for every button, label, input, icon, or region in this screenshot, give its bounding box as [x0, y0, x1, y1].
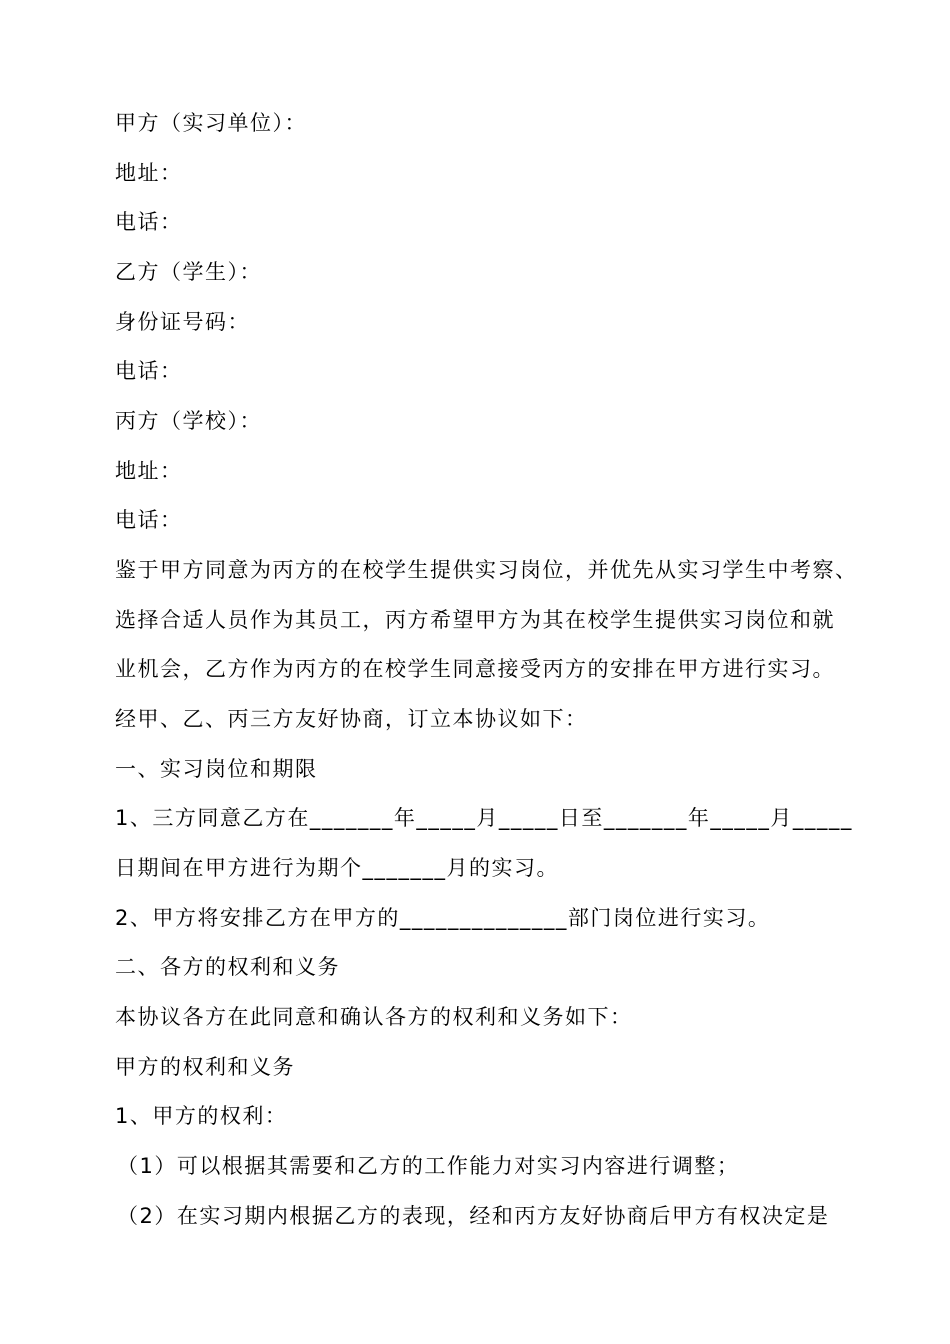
- party-a-right-1: （1）可以根据其需要和乙方的工作能力对实习内容进行调整；: [117, 1154, 740, 1178]
- clause-1-line-2: 日期间在甲方进行为期个_______月的实习。: [115, 856, 559, 880]
- section-heading-1: 一、实习岗位和期限: [115, 757, 318, 781]
- section-heading-2: 二、各方的权利和义务: [115, 955, 340, 979]
- party-c-address-label: 地址：: [115, 459, 183, 483]
- party-a-address-label: 地址：: [115, 161, 183, 185]
- preamble-line-2: 选择合适人员作为其员工，丙方希望甲方为其在校学生提供实习岗位和就: [115, 608, 835, 632]
- party-c-phone-label: 电话：: [115, 508, 183, 532]
- clause-1-line-1: 1、三方同意乙方在_______年_____月_____日至_______年_____月_____: [115, 806, 853, 830]
- party-a-right-2: （2）在实习期内根据乙方的表现，经和丙方友好协商后甲方有权决定是: [117, 1204, 830, 1228]
- section-2-intro: 本协议各方在此同意和确认各方的权利和义务如下：: [115, 1005, 633, 1029]
- party-a-label: 甲方（实习单位）：: [115, 111, 307, 135]
- party-b-phone-label: 电话：: [115, 359, 183, 383]
- party-b-label: 乙方（学生）：: [115, 260, 262, 284]
- party-c-label: 丙方（学校）：: [115, 409, 262, 433]
- party-b-id-label: 身份证号码：: [115, 310, 250, 334]
- party-a-rights-subheading: 1、甲方的权利：: [115, 1104, 288, 1128]
- clause-2: 2、甲方将安排乙方在甲方的______________部门岗位进行实习。: [115, 906, 771, 930]
- agreement-intro: 经甲、乙、丙三方友好协商，订立本协议如下：: [115, 707, 588, 731]
- preamble-line-3: 业机会，乙方作为丙方的在校学生同意接受丙方的安排在甲方进行实习。: [115, 657, 835, 681]
- preamble-line-1: 鉴于甲方同意为丙方的在校学生提供实习岗位，并优先从实习学生中考察、: [115, 558, 858, 582]
- party-a-phone-label: 电话：: [115, 210, 183, 234]
- party-a-rights-heading: 甲方的权利和义务: [115, 1055, 295, 1079]
